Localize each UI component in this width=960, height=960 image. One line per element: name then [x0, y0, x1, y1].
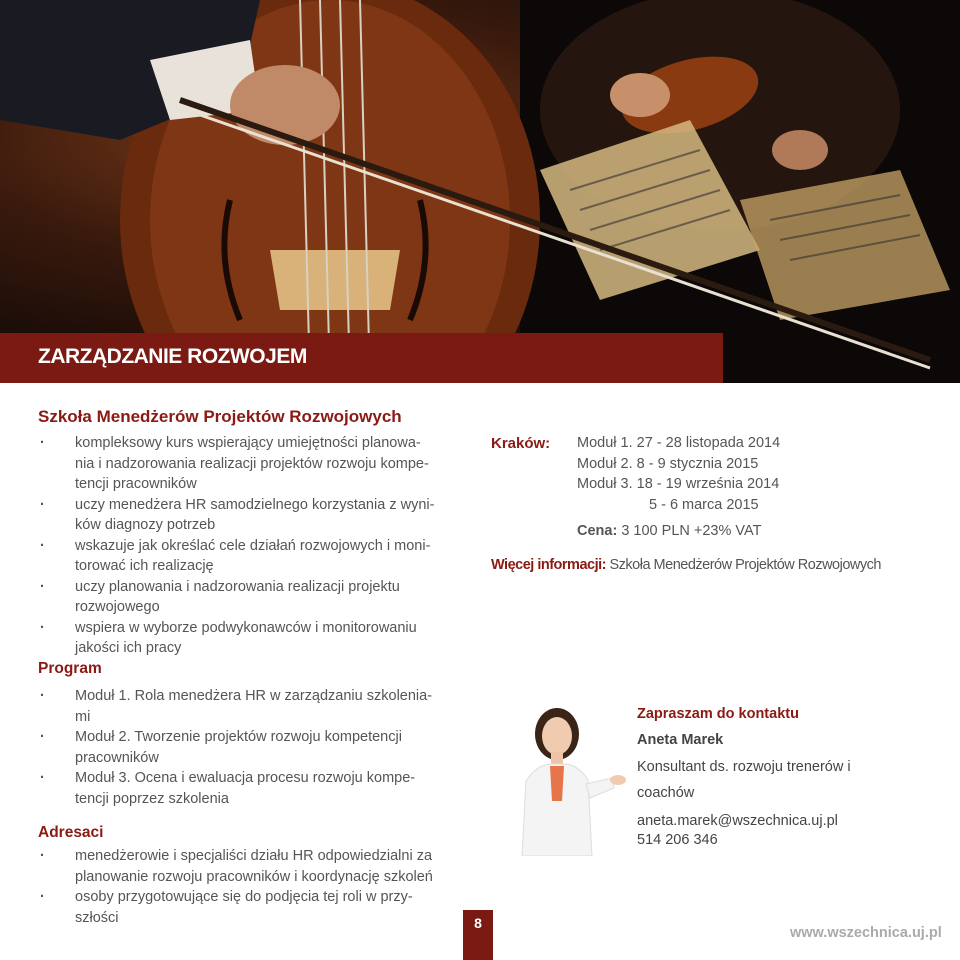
course-bullet-list [38, 433, 468, 659]
more-info-link[interactable]: Szkoła Menedżerów Projektów Rozwojowych [609, 557, 881, 573]
contact-role: coachów [637, 785, 695, 801]
city-label: Kraków: [491, 435, 551, 452]
list-item: · kompleksowy kurs wspierający umiejętności planowa- nia i nadzorowania realizacji projektów rozwoju kompe- tencji pracowników [38, 433, 468, 495]
price-label: Cena: [577, 523, 618, 539]
program-heading: Program [38, 660, 102, 677]
price-value: 3 100 PLN +23% VAT [621, 523, 762, 539]
schedule-line: Moduł 1. 27 - 28 listopada 2014 [577, 435, 781, 451]
contact-phone: 514 206 346 [637, 832, 718, 848]
schedule-line: 5 - 6 marca 2015 [649, 497, 759, 513]
list-item: · Moduł 1. Rola menedżera HR w zarządzaniu szkolenia- mi [38, 686, 468, 727]
list-item: · osoby przygotowujące się do podjęcia tej roli w przy- szłości [38, 887, 468, 928]
list-item: · uczy planowania i nadzorowania realizacji projektu rozwojowego [38, 577, 468, 618]
schedule-line: Moduł 3. 18 - 19 września 2014 [577, 476, 780, 492]
list-item: · Moduł 3. Ocena i ewaluacja procesu rozwoju kompe- tencji poprzez szkolenia [38, 768, 468, 809]
list-item: · Moduł 2. Tworzenie projektów rozwoju kompetencji pracowników [38, 727, 468, 768]
contact-role: Konsultant ds. rozwoju trenerów i [637, 759, 851, 775]
header-photo-cello-violin [0, 0, 960, 383]
list-item: · wskazuje jak określać cele działań rozwojowych i moni- torować ich realizację [38, 536, 468, 577]
list-item: · wspiera w wyborze podwykonawców i monitorowaniu jakości ich pracy [38, 618, 468, 659]
section-title: ZARZĄDZANIE ROZWOJEM [38, 345, 307, 368]
more-info-label: Więcej informacji: [491, 557, 606, 573]
more-info [491, 557, 881, 573]
website-link[interactable]: www.wszechnica.uj.pl [790, 925, 942, 941]
contact-person-photo [512, 706, 627, 861]
price [577, 523, 761, 539]
list-item: · menedżerowie i specjaliści działu HR odpowiedzialni za planowanie rozwoju pracowników i koordynację szkoleń [38, 846, 468, 887]
adresaci-list [38, 846, 468, 928]
course-title: Szkoła Menedżerów Projektów Rozwojowych [38, 407, 402, 426]
program-list [38, 686, 468, 809]
contact-name: Aneta Marek [637, 732, 724, 748]
contact-email[interactable]: aneta.marek@wszechnica.uj.pl [637, 813, 838, 829]
adresaci-heading: Adresaci [38, 824, 104, 841]
list-item: · uczy menedżera HR samodzielnego korzystania z wyni- ków diagnozy potrzeb [38, 495, 468, 536]
schedule-line: Moduł 2. 8 - 9 stycznia 2015 [577, 456, 759, 472]
page-number: 8 [463, 910, 493, 960]
contact-heading: Zapraszam do kontaktu [637, 706, 799, 722]
